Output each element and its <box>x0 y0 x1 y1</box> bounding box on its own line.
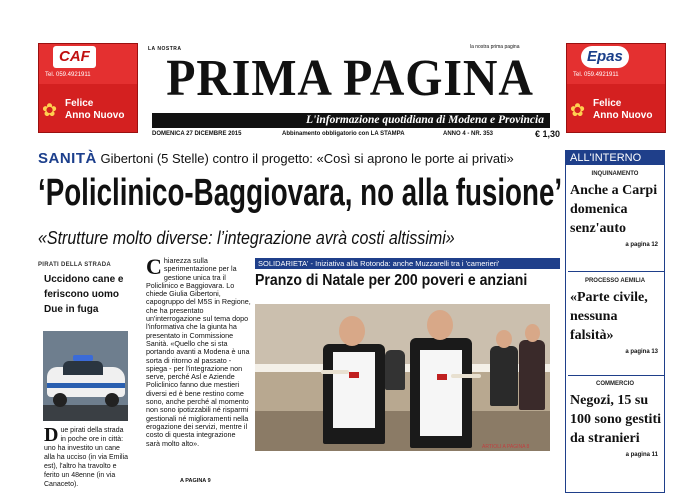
inside-kicker: PROCESSO AEMILIA <box>584 278 646 284</box>
ad-phone: Tel. 059.4921911 <box>573 72 619 78</box>
inside-kicker: COMMERCIO <box>596 381 634 387</box>
left-story-body <box>44 426 130 489</box>
apron-logo <box>349 372 359 378</box>
police-car-photo <box>43 331 128 421</box>
inside-kicker: INQUINAMENTO <box>591 171 639 177</box>
head <box>525 324 540 342</box>
car-wheel <box>105 393 119 407</box>
inside-item[interactable] <box>566 278 664 355</box>
car-stripe <box>47 383 125 388</box>
road <box>43 405 128 421</box>
masthead-website: la nostra prima pagina <box>470 44 520 50</box>
masthead-tagline: L'informazione quotidiana di Modena e Provincia <box>152 113 550 128</box>
dropcap: D <box>44 424 59 446</box>
edition-issue: ANNO 4 - NR. 353 <box>443 131 494 137</box>
background-person <box>490 346 518 406</box>
inside-item[interactable] <box>566 171 664 248</box>
head <box>427 310 453 340</box>
flower-icon: ✿ <box>42 100 58 120</box>
background-person <box>519 340 545 410</box>
inside-page-ref: a pagina 12 <box>625 242 658 248</box>
car-window <box>63 361 103 375</box>
edition-price: € 1,30 <box>535 129 561 139</box>
solidarity-bar: SOLIDARIETA' - Iniziativa alla Rotonda: anche Muzzarelli tra i 'camerieri' <box>255 258 560 269</box>
divider <box>568 271 664 272</box>
apron-logo <box>437 374 447 380</box>
inside-header: ALL'INTERNO <box>566 151 664 165</box>
ad-caf-left[interactable] <box>38 43 138 133</box>
top-story-body <box>146 254 251 448</box>
photo-credit: ARTIOLI A PAGINA 8 <box>482 444 530 450</box>
dropcap: C <box>146 254 162 279</box>
ad-phone: Tel. 059.4921911 <box>45 72 91 78</box>
divider <box>568 375 664 376</box>
main-headline[interactable]: ‘Policlinico-Baggiovara, no alla fusione’ <box>38 172 563 214</box>
flower-icon: ✿ <box>570 100 586 120</box>
masthead-title: PRIMA PAGINA <box>166 50 534 107</box>
christmas-lunch-photo <box>255 304 550 451</box>
head <box>496 330 512 348</box>
apron <box>333 352 375 428</box>
inside-headline: Anche a Carpi domenica senz'auto <box>570 183 658 236</box>
edition-bundle: Abbinamento obbligatorio con LA STAMPA <box>282 131 405 137</box>
epas-logo: Epas <box>581 46 629 68</box>
left-story[interactable] <box>38 258 132 317</box>
inside-item[interactable] <box>566 381 664 458</box>
ad-epas-right[interactable] <box>566 43 666 133</box>
body-text: ue pirati della strada in poche ore in città: uno ha investito un cane alla ha ucciso (in via Emilia est), l'altro ha travolto e ferito un 48enne (in via Canaceto). <box>44 427 129 488</box>
plate <box>321 370 349 374</box>
background-person <box>385 350 405 390</box>
masthead-small-label: LA NOSTRA <box>148 46 182 52</box>
kicker-label: SANITÀ <box>38 150 97 167</box>
left-story-kicker: PIRATI DELLA STRADA <box>38 262 112 268</box>
kicker-text: Gibertoni (5 Stelle) contro il progetto: «Così si aprono le porte ai privati» <box>100 151 514 166</box>
inside-headline: Negozi, 15 su 100 sono gestiti da stranieri <box>570 393 661 446</box>
car-wheel <box>53 393 67 407</box>
left-story-title: Uccidono cane e feriscono uomo Due in fuga <box>44 274 124 315</box>
page-reference[interactable]: A PAGINA 9 <box>180 478 211 484</box>
solidarity-title[interactable]: Pranzo di Natale per 200 poveri e anziani <box>255 272 528 289</box>
top-story-kicker <box>38 150 560 167</box>
caf-logo: CAF <box>53 46 96 68</box>
inside-headline: «Parte civile, nessuna falsità» <box>570 290 648 343</box>
main-subheadline: «Strutture molto diverse: l’integrazione avrà costi altissimi» <box>38 228 455 248</box>
inside-page-ref: a pagina 13 <box>625 349 658 355</box>
edition-date: DOMENICA 27 DICEMBRE 2015 <box>152 131 242 137</box>
apron <box>420 350 462 436</box>
inside-page-ref: a pagina 11 <box>625 452 658 458</box>
head <box>339 316 365 346</box>
body-text: hiarezza sulla sperimentazione per la gestione unica tra il Policlinico e Baggiovara. Lo chiede Giulia Gibertoni, capogruppo del M5S in Regione, che ha presentato un'interrogazione sul tema dopo l'informativa che la giunta ha presentato in Commissione Sanità. «Quello che si sta portando avanti a Modena è una sorta di ritorno al passato - spiega - per l'integrazione non serve, perché Asl e Aziende Policlinico fanno due mestieri diversi ed è bene restino come sono, anche perché al momento non sono ipotizzabili né risparmi gestionali né miglioramenti nella erogazione dei servizi, mentre il costo di questa integrazione sarà molto alto». <box>146 256 251 448</box>
plate <box>451 374 481 378</box>
ad-wish: Felice Anno Nuovo <box>593 98 653 121</box>
siren-light <box>73 355 93 361</box>
ad-wish: Felice Anno Nuovo <box>65 98 125 121</box>
inside-column <box>565 150 665 493</box>
